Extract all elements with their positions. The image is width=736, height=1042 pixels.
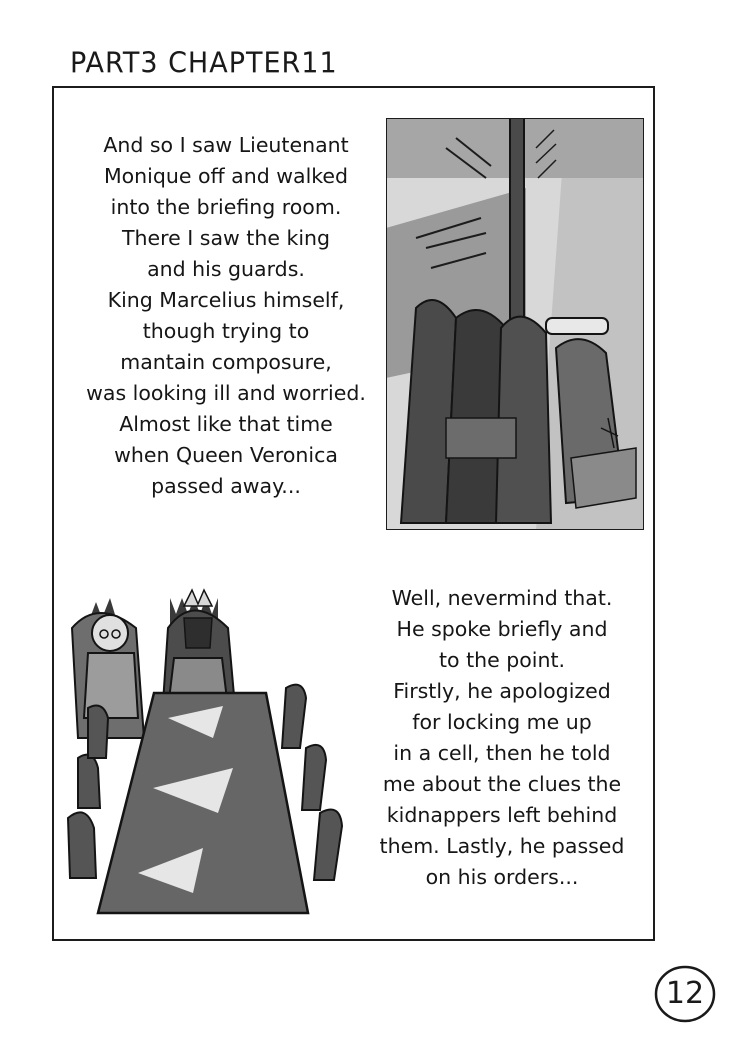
- narration-line: Well, nevermind that.: [391, 586, 613, 610]
- page-number-badge: [654, 964, 716, 1024]
- narration-box-2: [368, 583, 636, 893]
- narration-box-1: [76, 130, 376, 502]
- narration-line: There I saw the king: [121, 226, 331, 250]
- narration-line: to the point.: [438, 648, 566, 672]
- page-number: 12: [665, 976, 705, 1011]
- narration-line: Firstly, he apologized: [393, 679, 611, 703]
- narration-line: me about the clues the: [382, 772, 622, 796]
- king-meeting-table-illustration: [58, 588, 370, 928]
- hallway-guards-illustration: [386, 118, 644, 530]
- narration-line: in a cell, then he told: [393, 741, 611, 765]
- narration-line: Almost like that time: [119, 412, 333, 436]
- narration-line: He spoke briefly and: [396, 617, 608, 641]
- narration-line: into the briefing room.: [110, 195, 342, 219]
- narration-line: on his orders...: [425, 865, 579, 889]
- narration-line: King Marcelius himself,: [107, 288, 345, 312]
- narration-line: them. Lastly, he passed: [379, 834, 625, 858]
- narration-line: And so I saw Lieutenant: [103, 133, 349, 157]
- narration-line: for locking me up: [412, 710, 592, 734]
- narration-line: kidnappers left behind: [386, 803, 618, 827]
- narration-line: Monique off and walked: [103, 164, 349, 188]
- narration-line: was looking ill and worried.: [86, 381, 366, 405]
- chapter-title: PART3 CHAPTER11: [70, 47, 338, 80]
- narration-line: mantain composure,: [120, 350, 332, 374]
- narration-line: and his guards.: [147, 257, 305, 281]
- narration-line: when Queen Veronica: [114, 443, 338, 467]
- narration-line: though trying to: [142, 319, 310, 343]
- narration-line: passed away...: [151, 474, 301, 498]
